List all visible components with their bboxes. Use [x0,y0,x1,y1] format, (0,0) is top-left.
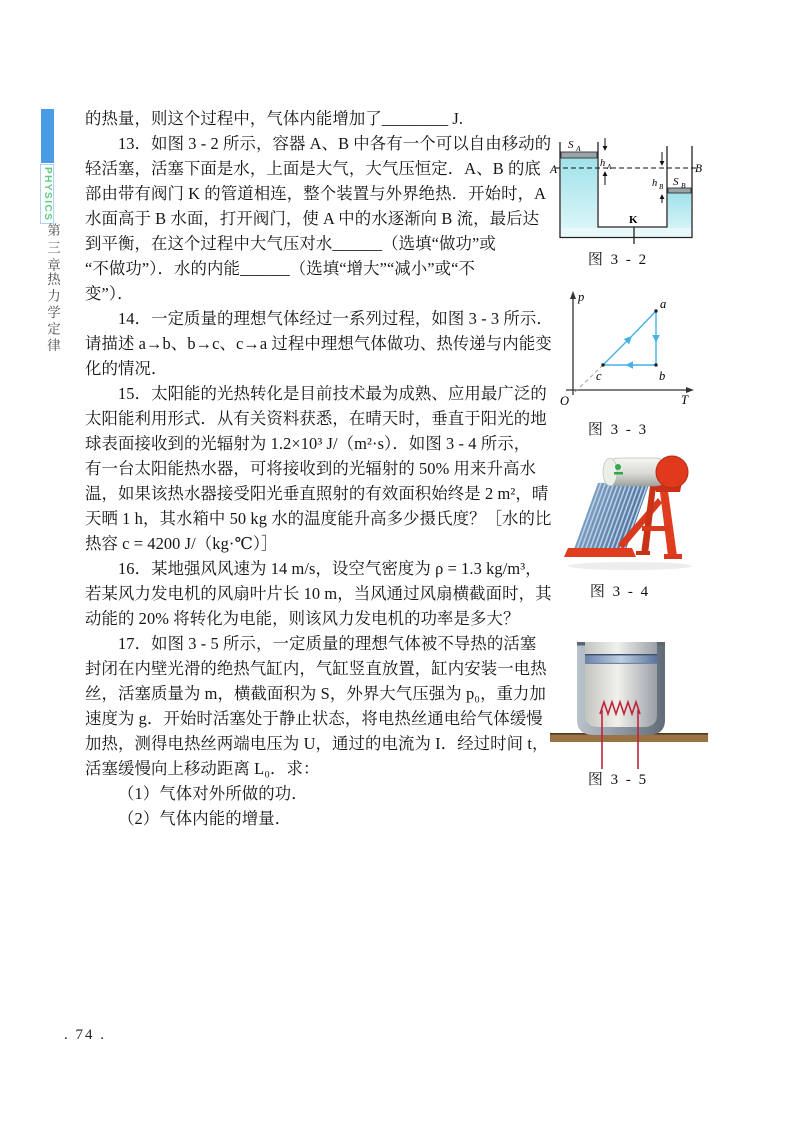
label-hb: h [652,178,658,189]
process-c-to-a [603,311,656,365]
sidebar-blue-bar [41,109,54,163]
text-line: 加热，测得电热丝两端电压为 U，通过的电流为 I．经过时间 t， [85,734,549,753]
label-sa: S [568,139,574,151]
text-line: 速度为 g．开始时活塞处于静止状态，将电热丝通电给气体缓慢 [85,709,543,728]
text-line: 丝，活塞质量为 m，横截面积为 S，外界大气压强为 p₀，重力加 [85,684,547,703]
sidebar-chapter-title: 热力学定律 [45,272,60,355]
label-vessel-a: A [550,164,558,176]
vessel-a-water [561,158,597,237]
text-line: 球表面接收到的光辐射为 1.2×10³ J/（m²·s）．如图 3 - 4 所示， [85,434,531,453]
label-sb-sub: B [681,181,686,190]
bottom-channel-water [561,228,691,237]
figure-3-4-solar-water-heater-photo [560,442,745,577]
text-line: 天晒 1 h，其水箱中 50 kg 水的温度能升高多少摄氏度？［水的比 [85,509,552,528]
text-line: 变”）． [85,284,134,303]
text-line: 若某风力发电机的风扇叶片长 10 m，当风通过风扇横截面时，其 [85,584,552,603]
state-point-b [654,363,657,366]
text-line: 温，如果该热水器接受阳光垂直照射的有效面积始终是 2 m²，晴 [85,484,549,503]
figure-3-2-caption: 图 3 - 2 [587,252,649,268]
text-line: 15．太阳能的光热转化是目前技术最为成熟、应用最广泛的 [118,384,547,403]
label-vessel-b: B [695,163,703,175]
text-line: （1）气体对外所做的功． [118,784,308,803]
state-point-c [601,363,604,366]
frame-cross-brace [642,526,670,531]
heater-shadow [568,562,692,570]
figure-3-5-caption: 图 3 - 5 [587,772,649,788]
tank-logo-mark [615,464,621,470]
text-line: 17．如图 3 - 5 所示，一定质量的理想气体被不导热的活塞 [118,634,537,653]
text-line: 部由带有阀门 K 的管道相连，整个装置与外界绝热．开始时，A [85,184,547,203]
frame-front-foot [664,554,682,559]
piston [585,654,657,664]
text-line: 水面高于 B 水面，打开阀门，使 A 中的水逐渐向 B 流，最后达 [85,209,540,228]
text-line: 有一台太阳能热水器，可将接收到的光辐射的 50% 用来升高水 [85,459,537,478]
tank-logo-text-mark [614,472,623,475]
page-number: . 74 . [64,1027,106,1043]
label-sa-sub: A [576,144,581,153]
cylinder-rim-left [577,642,585,646]
figure-3-2-connected-vessels-diagram [548,122,713,250]
label-origin: O [560,394,570,408]
sidebar-physics-label: PHYSICS [40,164,54,224]
text-line: 轻活塞，活塞下面是水，上面是大气，大气压恒定．A、B 的底 [85,159,541,178]
text-line: 16．某地强风风速为 14 m/s，设空气密度为 ρ = 1.3 kg/m³， [118,559,542,578]
text-line: 封闭在内壁光滑的绝热气缸内，气缸竖直放置，缸内安装一电热 [85,659,547,678]
sidebar-chapter-number: 第三章 [45,223,60,276]
figure-3-5-gas-cylinder-diagram [548,632,723,782]
label-hb-sub: B [659,183,664,191]
label-p-axis: p [578,290,585,304]
cylinder-rim-right [657,642,665,646]
text-line: （2）气体内能的增量． [118,809,292,828]
label-t-axis: T [681,393,688,407]
label-state-c: c [596,369,602,383]
label-sb: S [673,176,679,188]
text-line: 热容 c = 4200 J/（kg·℃）］ [85,534,278,553]
label-state-b: b [659,369,666,383]
text-line: 14．一定质量的理想气体经过一系列过程，如图 3 - 3 所示． [118,309,553,328]
tank-red-end-cap [656,456,688,488]
label-ha-sub: A [607,163,612,171]
text-line: 太阳能利用形式．从有关资料获悉，在晴天时，垂直于阳光的地 [85,409,547,428]
text-line: “不做功”）．水的内能______（选填“增大”“减小”或“不 [85,259,476,278]
label-state-a: a [660,297,667,311]
frame-rear-foot [636,551,650,555]
problem-text-column [85,106,553,831]
piston-b [668,188,691,193]
label-ha: h [600,158,606,169]
text-line: 的热量，则这个过程中，气体内能增加了________ J. [85,109,464,128]
text-line: 请描述 a→b、b→c、c→a 过程中理想气体做功、热传递与内能变 [85,334,552,353]
frame-front-leg [659,484,677,556]
p-axis-arrowhead [570,291,576,299]
text-line: 化的情况． [85,359,168,378]
label-valve-k: K [629,214,638,226]
text-line: 活塞缓慢向上移动距离 L₀．求： [85,759,320,778]
state-point-a [654,309,657,312]
text-line: 动能的 20% 将转化为电能，则该风力发电机的功率是多大？ [85,609,520,628]
piston-top-edge [585,654,657,655]
figure-3-3-pt-diagram [548,288,713,413]
frame-bottom-rail [564,548,636,557]
text-line: 13．如图 3 - 2 所示，容器 A、B 中各有一个可以自由移动的 [118,134,552,153]
piston-bottom-edge [585,663,657,664]
figure-3-4-caption: 图 3 - 4 [589,584,651,600]
text-line: 到平衡，在这个过程中大气压对水______（选填“做功”或 [85,234,496,253]
figure-3-3-caption: 图 3 - 3 [587,422,649,438]
